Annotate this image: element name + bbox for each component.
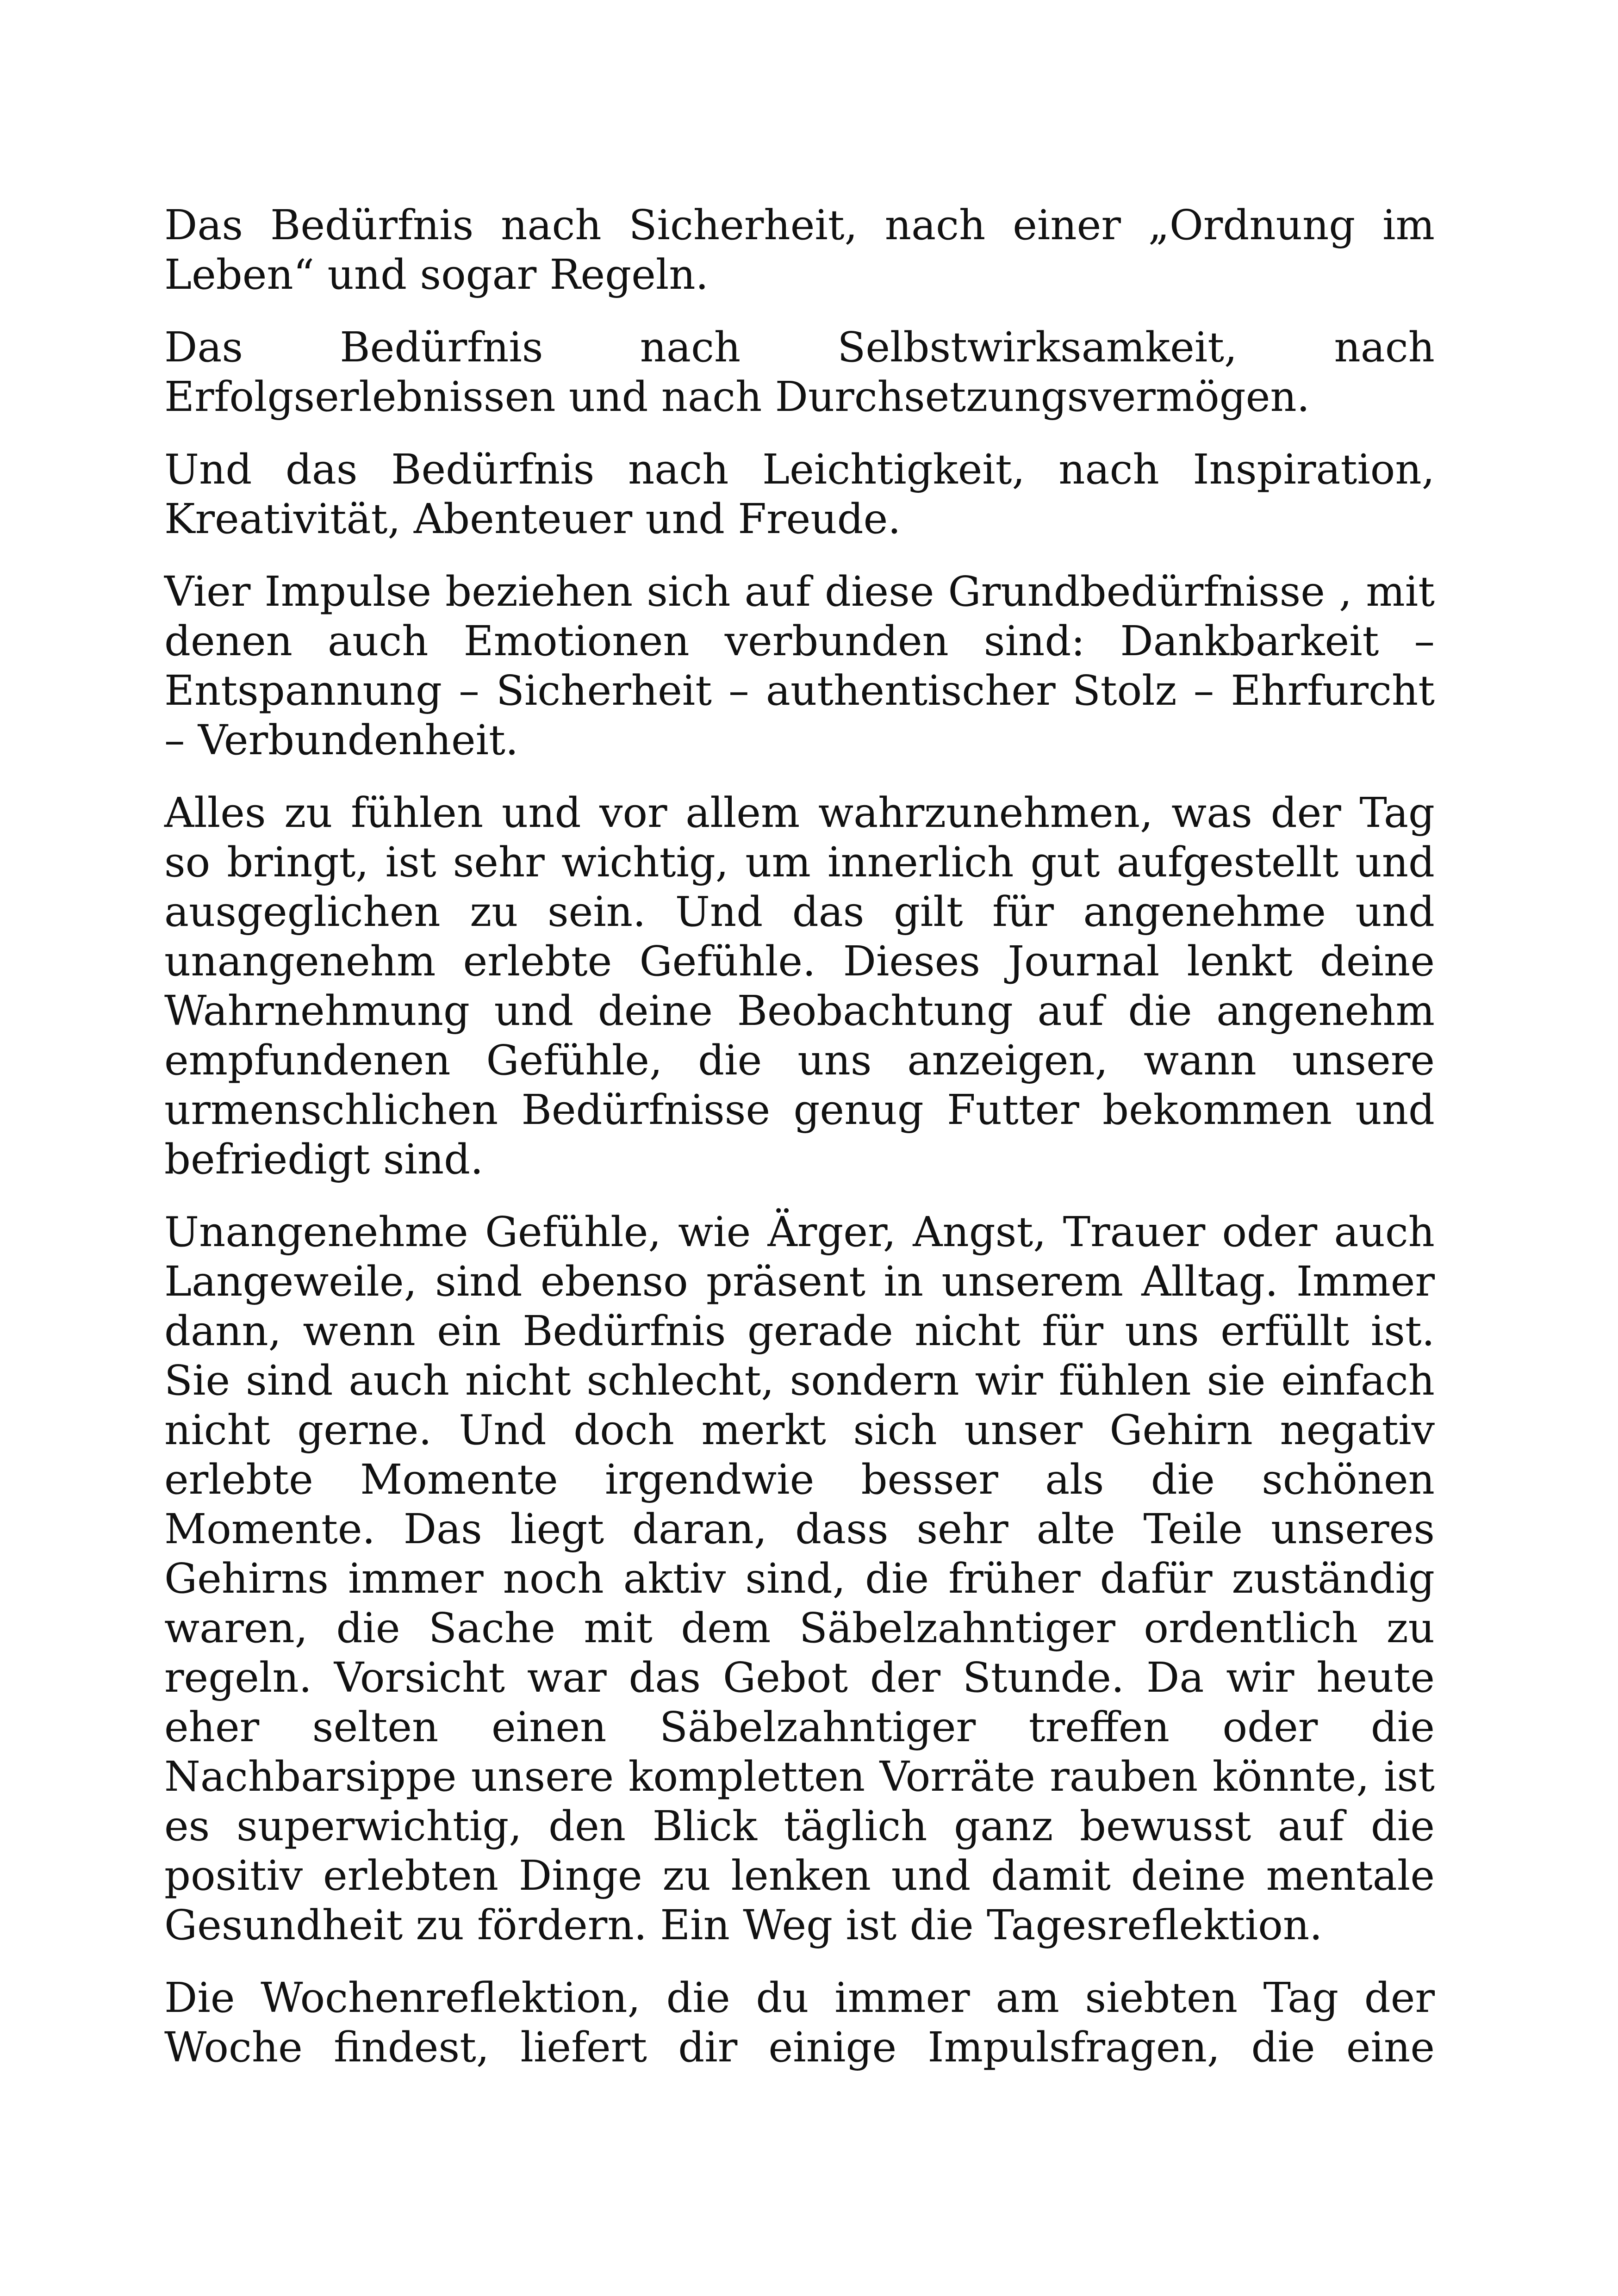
paragraph-unangenehme-gefuehle: Unangenehme Gefühle, wie Ärger, Angst, Trauer oder auch Langeweile, sind ebenso präsent in unserem Alltag. Immer dann, wenn ein Bedürfnis gerade nicht für uns erfüllt ist. Sie sind auch nicht schlecht, sondern wir fühlen sie einfach nicht gerne. Und doch merkt sich unser Gehirn negativ erlebte Momente irgendwie besser als die schönen Momente. Das liegt daran, dass sehr alte Teile unseres Gehirns immer noch aktiv sind, die früher dafür zuständig waren, die Sache mit dem Säbelzahntiger ordentlich zu regeln. Vorsicht war das Gebot der Stunde. Da wir heute eher selten einen Säbelzahntiger treffen oder die Nachbarsippe unsere kompletten Vorräte rauben könnte, ist es superwichtig, den Blick täglich ganz bewusst auf die positiv erlebten Dinge zu lenken und damit deine mentale Gesundheit zu fördern. Ein Weg ist die Tagesreflektion.: [164, 1208, 1435, 1949]
paragraph-vier-impulse: Vier Impulse beziehen sich auf diese Grundbedürfnisse , mit denen auch Emotionen verbunden sind: Dankbarkeit – Entspannung – Sicherheit – authentischer Stolz – Ehrfurcht – Verbundenheit.: [164, 567, 1435, 764]
document-page: [164, 200, 1435, 2095]
paragraph-leichtigkeit: Und das Bedürfnis nach Leichtigkeit, nach Inspiration, Kreativität, Abenteuer und Freude.: [164, 445, 1435, 543]
paragraph-selbstwirksamkeit: Das Bedürfnis nach Selbstwirksamkeit, nach Erfolgserlebnissen und nach Durchsetzungsvermögen.: [164, 323, 1435, 421]
paragraph-wochenreflektion: Die Wochenreflektion, die du immer am siebten Tag der Woche findest, liefert dir einige Impulsfragen, die eine: [164, 1973, 1435, 2071]
paragraph-sicherheit: Das Bedürfnis nach Sicherheit, nach einer „Ordnung im Leben“ und sogar Regeln.: [164, 201, 1435, 298]
paragraph-alles-zu-fuehlen: Alles zu fühlen und vor allem wahrzunehmen, was der Tag so bringt, ist sehr wichtig, um innerlich gut aufgestellt und ausgeglichen zu sein. Und das gilt für angenehme und unangenehm erlebte Gefühle. Dieses Journal lenkt deine Wahrnehmung und deine Beobachtung auf die angenehm empfundenen Gefühle, die uns anzeigen, wann unsere urmenschlichen Bedürfnisse genug Futter bekommen und befriedigt sind.: [164, 788, 1435, 1183]
